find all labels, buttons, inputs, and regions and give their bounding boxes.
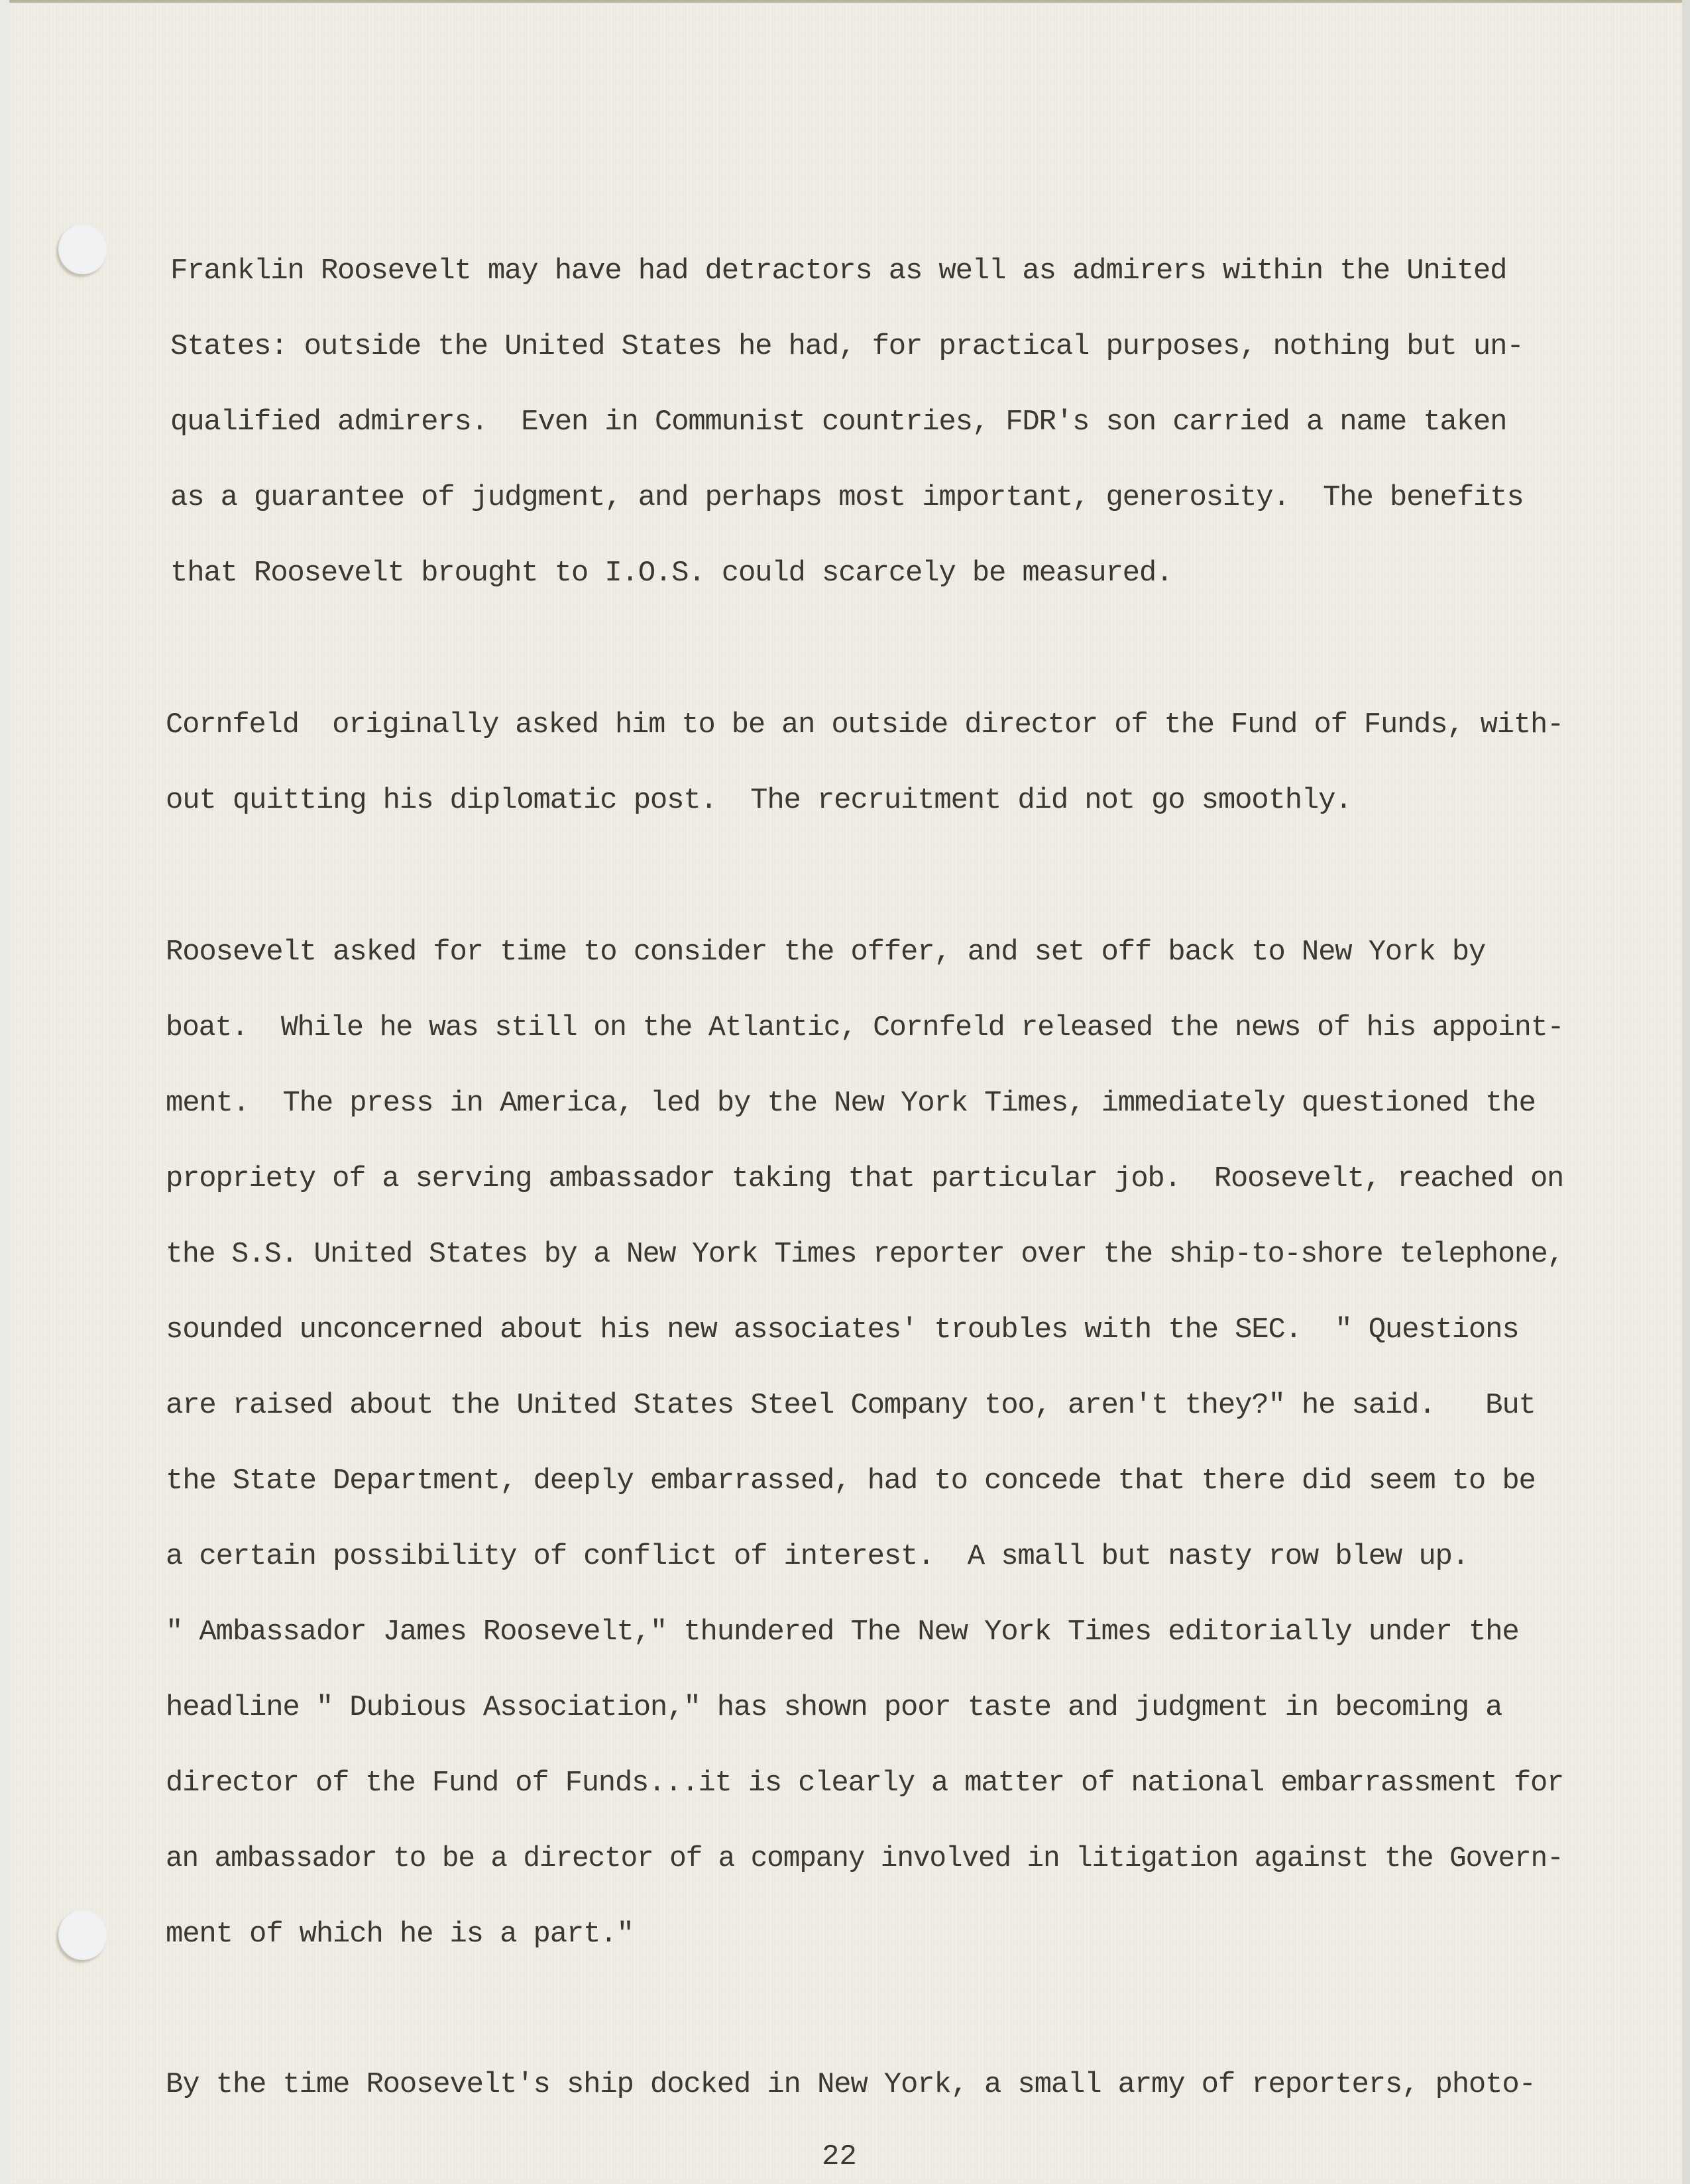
text-line: qualified admirers. Even in Communist countries, FDR's son carried a name taken — [170, 406, 1507, 439]
document-page — [9, 0, 1682, 2183]
page-edge — [1682, 0, 1690, 2184]
text-line: Roosevelt asked for time to consider the offer, and set off back to New York by — [166, 936, 1486, 969]
binder-hole-bottom — [58, 1910, 107, 1960]
text-line: an ambassador to be a director of a company involved in litigation against the Govern- — [166, 1842, 1563, 1875]
text-line: boat. While he was still on the Atlantic, Cornfeld released the news of his appoint- — [166, 1011, 1564, 1044]
text-line: By the time Roosevelt's ship docked in New York, a small army of reporters, photo- — [166, 2068, 1536, 2101]
text-line: " Ambassador James Roosevelt," thundered The New York Times editorially under the — [166, 1615, 1519, 1649]
text-line: the State Department, deeply embarrassed, had to concede that there did seem to be — [166, 1464, 1536, 1498]
text-line: headline " Dubious Association," has shown poor taste and judgment in becoming a — [166, 1691, 1502, 1724]
text-line: out quitting his diplomatic post. The recruitment did not go smoothly. — [166, 784, 1352, 817]
text-line: sounded unconcerned about his new associates' troubles with the SEC. " Questions — [166, 1313, 1519, 1346]
text-line: as a guarantee of judgment, and perhaps most important, generosity. The benefits — [170, 481, 1524, 514]
text-line: the S.S. United States by a New York Times reporter over the ship-to-shore telephone, — [166, 1238, 1564, 1271]
text-line: ment. The press in America, led by the New York Times, immediately questioned the — [166, 1087, 1536, 1120]
text-line: Franklin Roosevelt may have had detractors as well as admirers within the United — [170, 254, 1507, 288]
text-line: Cornfeld originally asked him to be an outside director of the Fund of Funds, with- — [166, 708, 1564, 741]
page-number: 22 — [822, 2140, 857, 2173]
text-line: that Roosevelt brought to I.O.S. could scarcely be measured. — [170, 557, 1173, 590]
text-line: ment of which he is a part." — [166, 1918, 634, 1951]
text-line: propriety of a serving ambassador taking that particular job. Roosevelt, reached on — [166, 1162, 1564, 1195]
text-line: director of the Fund of Funds...it is clearly a matter of national embarrassment for — [166, 1767, 1564, 1800]
text-line: a certain possibility of conflict of interest. A small but nasty row blew up. — [166, 1540, 1469, 1573]
binder-hole-top — [58, 224, 107, 274]
text-line: States: outside the United States he had, for practical purposes, nothing but un- — [170, 330, 1524, 363]
text-line: are raised about the United States Steel Company too, aren't they?" he said. But — [166, 1389, 1536, 1422]
